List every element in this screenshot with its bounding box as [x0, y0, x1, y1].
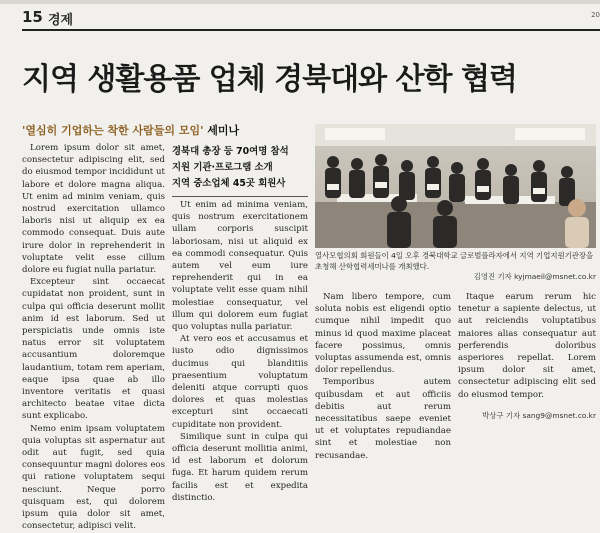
paragraph: Similique sunt in culpa qui officia deserunt mollitia animi, id est laborum et dolorum fuga. Et harum quidem rerum facilis est et expedita distinctio. — [172, 431, 308, 503]
kicker-rule — [172, 196, 308, 197]
kicker-line: 경북대 총장 등 70여명 참석 — [172, 146, 289, 157]
paragraph: Nemo enim ipsam voluptatem quia voluptas sit aspernatur aut odit aut fugit, sed quia consequuntur magni dolores eos qui ratione voluptatem sequi nesciunt. Neque porro quisquam est, qui dolorem ipsum quia dolor sit amet, consectetur, adipisci velit. — [22, 423, 165, 532]
paragraph: Lorem ipsum dolor sit amet, consectetur adipiscing elit, sed do eiusmod tempor incididunt ut labore et dolore magna aliqua. Ut enim ad minim veniam, quis nostrud exercitation ullamco laboris nisi ut aliquip ex ea commodo consequat. Duis aute irure dolor in reprehenderit in voluptate velit esse cillum dolore eu fugiat nulla pariatur. — [22, 143, 165, 276]
seminar-photo — [315, 124, 596, 248]
caption-text: 열사모협의회 회원들이 4일 오후 경북대학교 글로벌플라자에서 지역 기업지원기관장을 초청해 산학협력세미나를 개최했다. — [315, 251, 594, 271]
section-label: 경제 — [48, 13, 74, 28]
paragraph: Temporibus autem quibusdam et aut officiis debitis aut rerum necessitatibus saepe eveniet ut et voluptates repudiandae sint et molestiae non recusandae. — [315, 377, 451, 461]
subhead-suffix: 세미나 — [203, 124, 240, 137]
subhead-text — [22, 124, 239, 137]
page-top-rule — [0, 0, 600, 4]
paragraph: Ut enim ad minima veniam, quis nostrum exercitationem ullam corporis suscipit laboriosam, nisi ut aliquid ex ea commodi consequatur. Quis autem vel eum iure reprehenderit qui in ea voluptate velit esse quam nihil molestiae consequatur, vel illum qui dolorem eum fugiat quo voluptas nulla pariatur. — [172, 200, 308, 333]
kicker-line: 지역 중소업체 45곳 회원사 — [172, 178, 286, 189]
paragraph: Itaque earum rerum hic tenetur a sapiente delectus, ut aut reiciendis voluptatibus maiores alias consequatur aut perferendis doloribus asperiores repellat. Lorem ipsum dolor sit amet, consectetur adipiscing elit sed do eiusmod tempor. — [458, 292, 596, 400]
paragraph: At vero eos et accusamus et iusto odio dignissimos ducimus qui blanditiis praesentium voluptatum deleniti atque corrupti quos dolores et quas molestias excepturi sint occaecati cupiditate non provident. — [172, 334, 308, 430]
article-column-2 — [172, 199, 308, 503]
paragraph: Excepteur sint occaecat cupidatat non proident, sunt in culpa qui officia deserunt mollit anim id est laborum. Sed ut perspiciatis unde omnis iste natus error sit voluptatem accusantium doloremque laudantium, totam rem aperiam, eaque ipsa quae ab illo inventore veritatis et quasi architecto beatae vitae dicta sunt explicabo. — [22, 277, 165, 422]
article-column-3 — [315, 291, 451, 461]
section-rule — [22, 29, 600, 31]
page-number: 15 — [22, 8, 43, 26]
photo-caption — [315, 251, 596, 283]
photo-byline: 김영진 기자 kyjmaeil@msnet.co.kr — [473, 272, 596, 281]
article-column-4 — [458, 291, 596, 400]
subhead-quote: '열심히 기업하는 착한 사람들의 모임' — [22, 124, 204, 137]
paragraph: Nam libero tempore, cum soluta nobis est eligendi optio cumque nihil impedit quo minus id quod maxime placeat facere possimus, omnis voluptas assumenda est, omnis dolor repellendus. — [315, 292, 451, 376]
article-column-1 — [22, 142, 165, 532]
kicker-box — [172, 144, 312, 192]
page-date: 20 — [591, 11, 600, 19]
subhead — [22, 122, 239, 138]
headline: 지역 생활용품 업체 경북대와 산학 협력 — [22, 62, 517, 97]
kicker-line: 지원 기관·프로그램 소개 — [172, 162, 273, 173]
article-byline: 박상구 기자 sang9@msnet.co.kr — [482, 411, 596, 420]
